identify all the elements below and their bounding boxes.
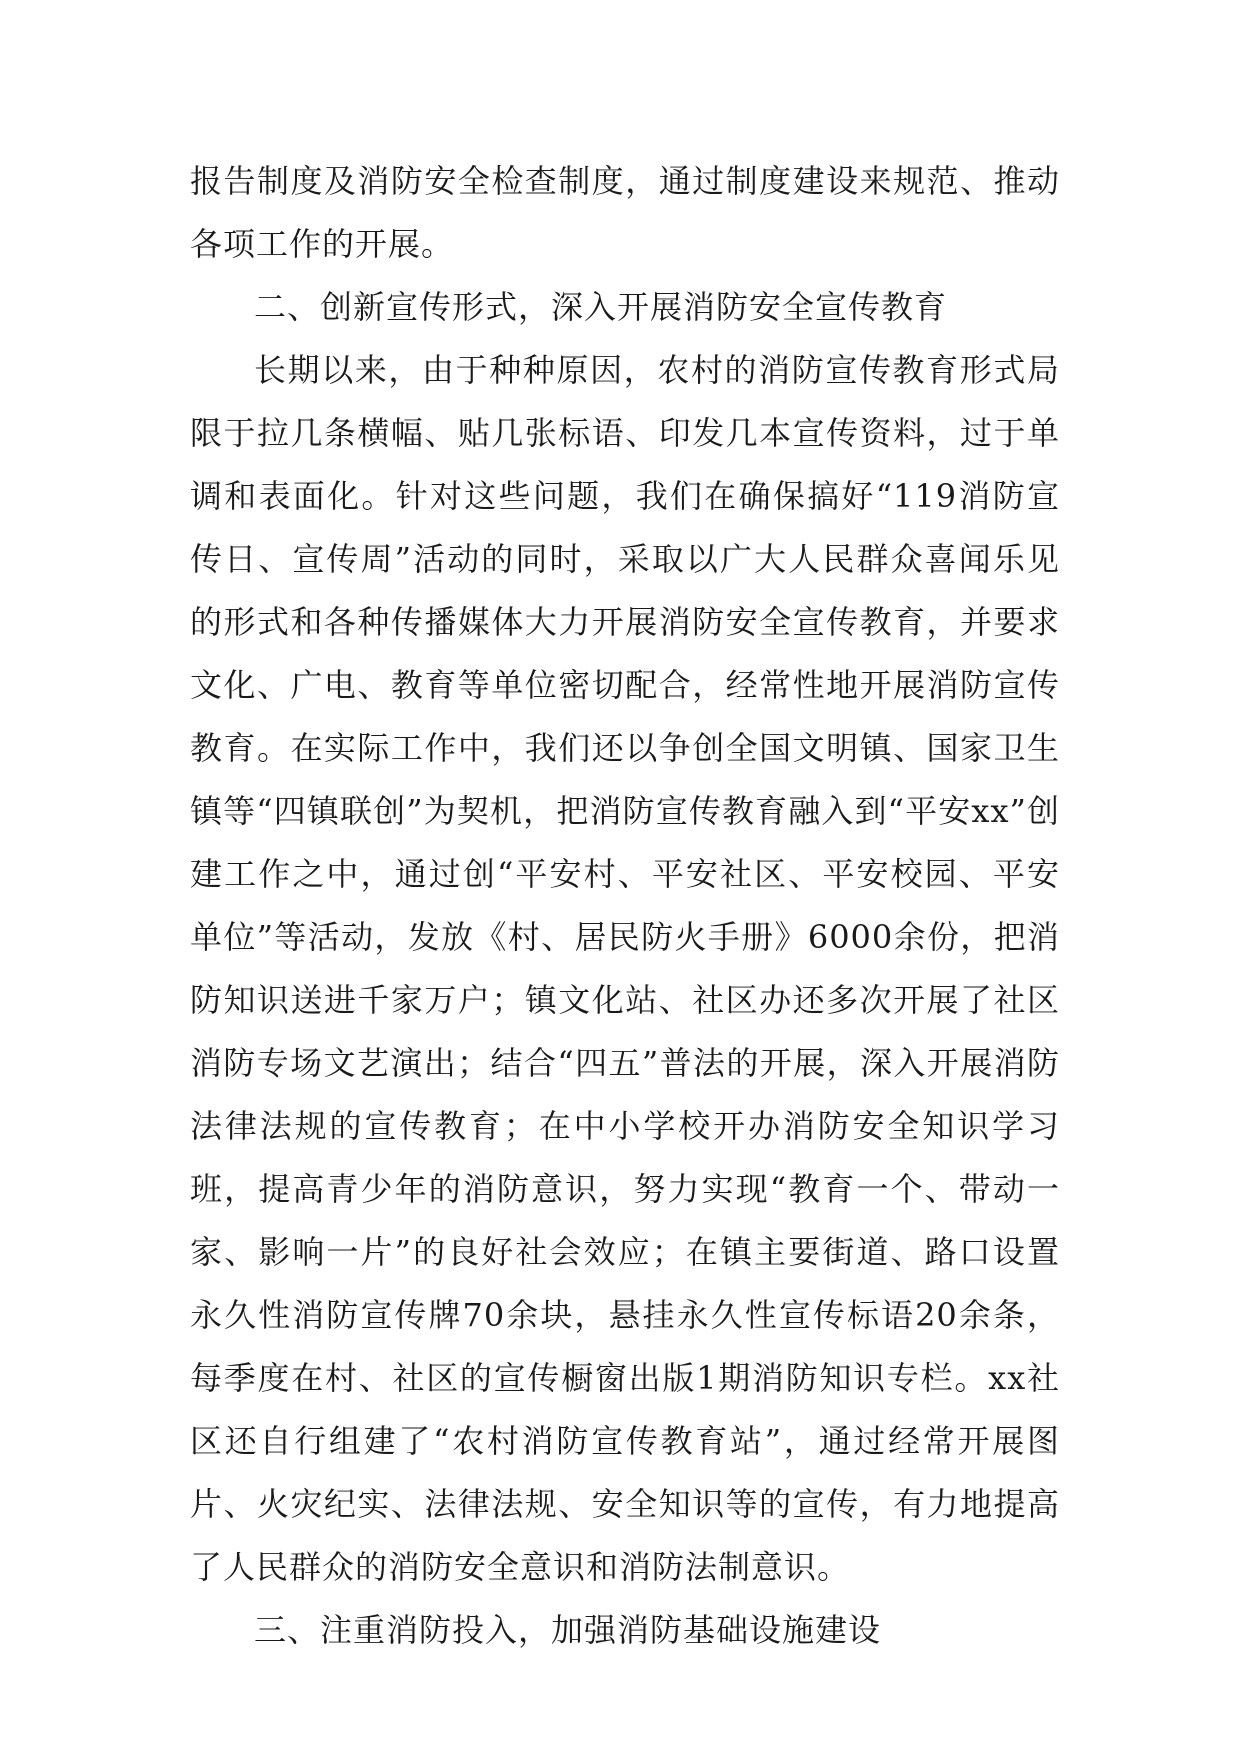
- paragraph-body: 长期以来，由于种种原因，农村的消防宣传教育形式局限于拉几条横幅、贴几张标语、印发几本宣传资料，过于单调和表面化。针对这些问题，我们在确保搞好“119消防宣传日、宣传周”活动的同时，采取以广大人民群众喜闻乐见的形式和各种传播媒体大力开展消防安全宣传教育，并要求文化、广电、教育等单位密切配合，经常性地开展消防宣传教育。在实际工作中，我们还以争创全国文明镇、国家卫生镇等“四镇联创”为契机，把消防宣传教育融入到“平安xx”创建工作之中，通过创“平安村、平安社区、平安校园、平安单位”等活动，发放《村、居民防火手册》6000余份，把消防知识送进千家万户；镇文化站、社区办还多次开展了社区消防专场文艺演出；结合“四五”普法的开展，深入开展消防法律法规的宣传教育；在中小学校开办消防安全知识学习班，提高青少年的消防意识，努力实现“教育一个、带动一家、影响一片”的良好社会效应；在镇主要街道、路口设置永久性消防宣传牌70余块，悬挂永久性宣传标语20余条，每季度在村、社区的宣传橱窗出版1期消防知识专栏。xx社区还自行组建了“农村消防宣传教育站”，通过经常开展图片、火灾纪实、法律法规、安全知识等的宣传，有力地提高了人民群众的消防安全意识和消防法制意识。: [190, 351, 1060, 1586]
- paragraph-continuation: 报告制度及消防安全检查制度，通过制度建设来规范、推动各项工作的开展。: [190, 162, 1060, 263]
- section-heading-3: 三、注重消防投入，加强消防基础设施建设: [254, 1611, 882, 1649]
- section-heading-2: 二、创新宣传形式，深入开展消防安全宣传教育: [254, 288, 948, 326]
- document-body: [190, 150, 1060, 1662]
